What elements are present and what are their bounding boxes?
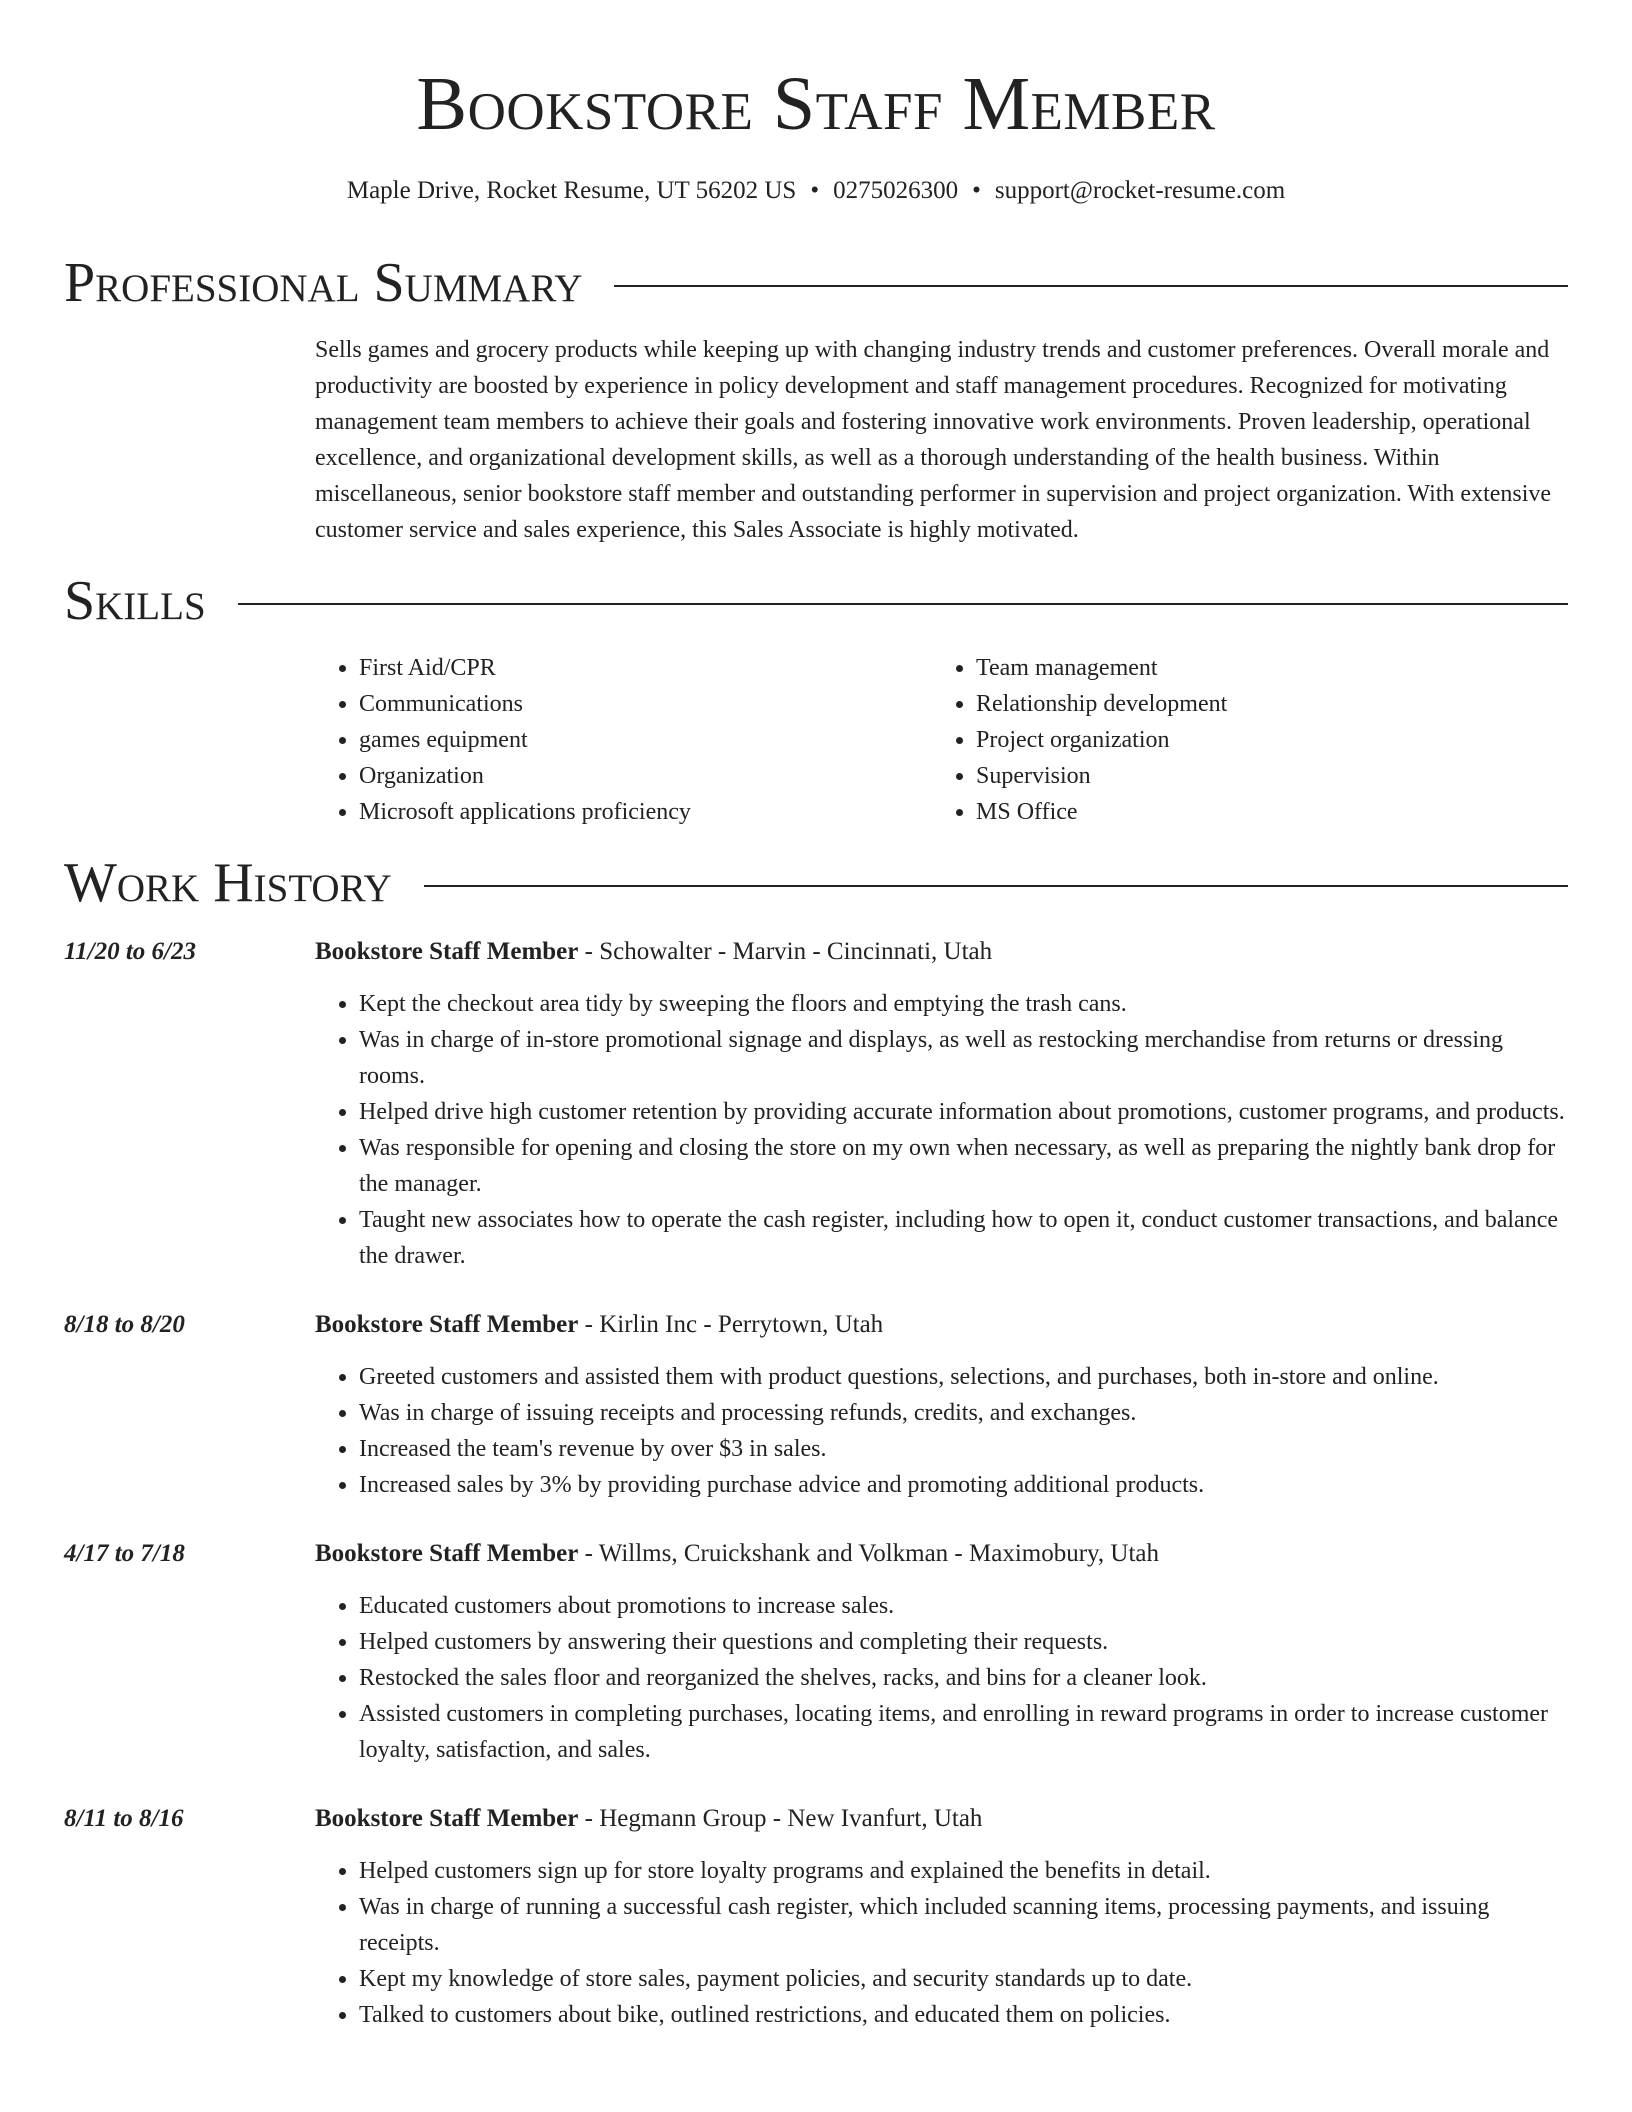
skill-item: • games equipment [359, 722, 932, 758]
job-title-line [315, 1307, 1568, 1343]
job-body [315, 1801, 1568, 2033]
separator: • [810, 177, 820, 204]
job-bullets [315, 1853, 1568, 2033]
job-details: - Hegmann Group - New Ivanfurt, Utah [578, 1805, 983, 1832]
skill-item: • Organization [359, 758, 932, 794]
phone: 0275026300 [833, 177, 959, 204]
job-bullet: • Greeted customers and assisted them with product questions, selections, and purchases, both in-store and online. [359, 1359, 1568, 1395]
section-title: Skills [64, 570, 206, 632]
job-role: Bookstore Staff Member [315, 1540, 579, 1567]
job-title-line [315, 934, 1568, 970]
job-bullet: • Increased sales by 3% by providing purchase advice and promoting additional products. [359, 1467, 1568, 1503]
job-entry [64, 1307, 1568, 1503]
job-bullets [315, 1588, 1568, 1768]
work-section-header [64, 850, 1568, 916]
section-divider [238, 603, 1568, 605]
job-body [315, 1307, 1568, 1503]
job-entry [64, 934, 1568, 1274]
skill-item: • Relationship development [976, 686, 1549, 722]
job-bullet: • Taught new associates how to operate the cash register, including how to open it, conduct customer transactions, and balance the drawer. [359, 1202, 1568, 1274]
job-bullet: • Educated customers about promotions to increase sales. [359, 1588, 1568, 1624]
job-bullet: • Helped drive high customer retention by providing accurate information about promotions, customer programs, and products. [359, 1094, 1568, 1130]
contact-line [64, 176, 1568, 206]
job-dates: 8/11 to 8/16 [64, 1805, 184, 1832]
resume-name: Bookstore Staff Member [416, 62, 1216, 146]
separator: • [972, 177, 981, 204]
job-bullet: • Helped customers by answering their questions and completing their requests. [359, 1624, 1568, 1660]
job-bullet: • Was in charge of in-store promotional signage and displays, as well as restocking merchandise from returns or dressing rooms. [359, 1022, 1568, 1094]
job-dates: 11/20 to 6/23 [64, 938, 196, 965]
job-title-line [315, 1536, 1568, 1572]
skill-item: • Communications [359, 686, 932, 722]
job-bullet: • Assisted customers in completing purchases, locating items, and enrolling in reward programs in order to increase customer loyalty, satisfaction, and sales. [359, 1696, 1568, 1768]
job-bullet: • Kept the checkout area tidy by sweeping the floors and emptying the trash cans. [359, 986, 1568, 1022]
skill-item: • First Aid/CPR [359, 650, 932, 686]
job-dates: 4/17 to 7/18 [64, 1540, 185, 1567]
job-bullet: • Was in charge of issuing receipts and processing refunds, credits, and exchanges. [359, 1395, 1568, 1431]
section-divider [614, 285, 1568, 287]
skill-item: • Team management [976, 650, 1549, 686]
job-bullet: • Kept my knowledge of store sales, payment policies, and security standards up to date. [359, 1961, 1568, 1997]
section-title: Work History [64, 852, 392, 914]
job-bullet: • Increased the team's revenue by over $3 in sales. [359, 1431, 1568, 1467]
job-role: Bookstore Staff Member [315, 1805, 579, 1832]
skill-item: • MS Office [976, 794, 1549, 830]
skills-list [315, 650, 1568, 830]
job-title-line [315, 1801, 1568, 1837]
skill-item: • Project organization [976, 722, 1549, 758]
section-divider [424, 885, 1568, 887]
email: support@rocket-resume.com [994, 177, 1286, 204]
summary-section-header [64, 250, 1568, 316]
skill-item: • Supervision [976, 758, 1549, 794]
job-bullets [315, 986, 1568, 1274]
job-bullets [315, 1359, 1568, 1503]
job-entry [64, 1536, 1568, 1768]
job-entry [64, 1801, 1568, 2033]
job-body [315, 1536, 1568, 1768]
summary-text: Sells games and grocery products while keeping up with changing industry trends and customer preferences. Overall morale and productivity are boosted by experience in policy development and staff management procedures. Recognized for motivating management team members to achieve their goals and fostering innovative work environments. Proven leadership, operational excellence, and organizational development skills, as well as a thorough understanding of the health business. Within miscellaneous, senior bookstore staff member and outstanding performer in supervision and project organization. With extensive customer service and sales experience, this Sales Associate is highly motivated. [315, 337, 1552, 543]
job-role: Bookstore Staff Member [315, 938, 579, 965]
address: Maple Drive, Rocket Resume, UT 56202 US [346, 177, 797, 204]
skills-column-right [932, 650, 1549, 830]
skill-item: • Microsoft applications proficiency [359, 794, 932, 830]
job-bullet: • Helped customers sign up for store loyalty programs and explained the benefits in detail. [359, 1853, 1568, 1889]
job-role: Bookstore Staff Member [315, 1311, 579, 1338]
job-details: - Schowalter - Marvin - Cincinnati, Utah [578, 938, 993, 965]
skills-column-left [315, 650, 932, 830]
job-bullet: • Was responsible for opening and closing the store on my own when necessary, as well as preparing the nightly bank drop for the manager. [359, 1130, 1568, 1202]
job-dates: 8/18 to 8/20 [64, 1311, 185, 1338]
skills-section-header [64, 568, 1568, 634]
job-bullet: • Restocked the sales floor and reorganized the shelves, racks, and bins for a cleaner look. [359, 1660, 1568, 1696]
job-details: - Kirlin Inc - Perrytown, Utah [578, 1311, 884, 1338]
job-bullet: • Was in charge of running a successful cash register, which included scanning items, processing payments, and issuing receipts. [359, 1889, 1568, 1961]
job-body [315, 934, 1568, 1274]
job-details: - Willms, Cruickshank and Volkman - Maximobury, Utah [578, 1540, 1160, 1567]
section-title: Professional Summary [64, 252, 583, 314]
job-bullet: • Talked to customers about bike, outlined restrictions, and educated them on policies. [359, 1997, 1568, 2033]
